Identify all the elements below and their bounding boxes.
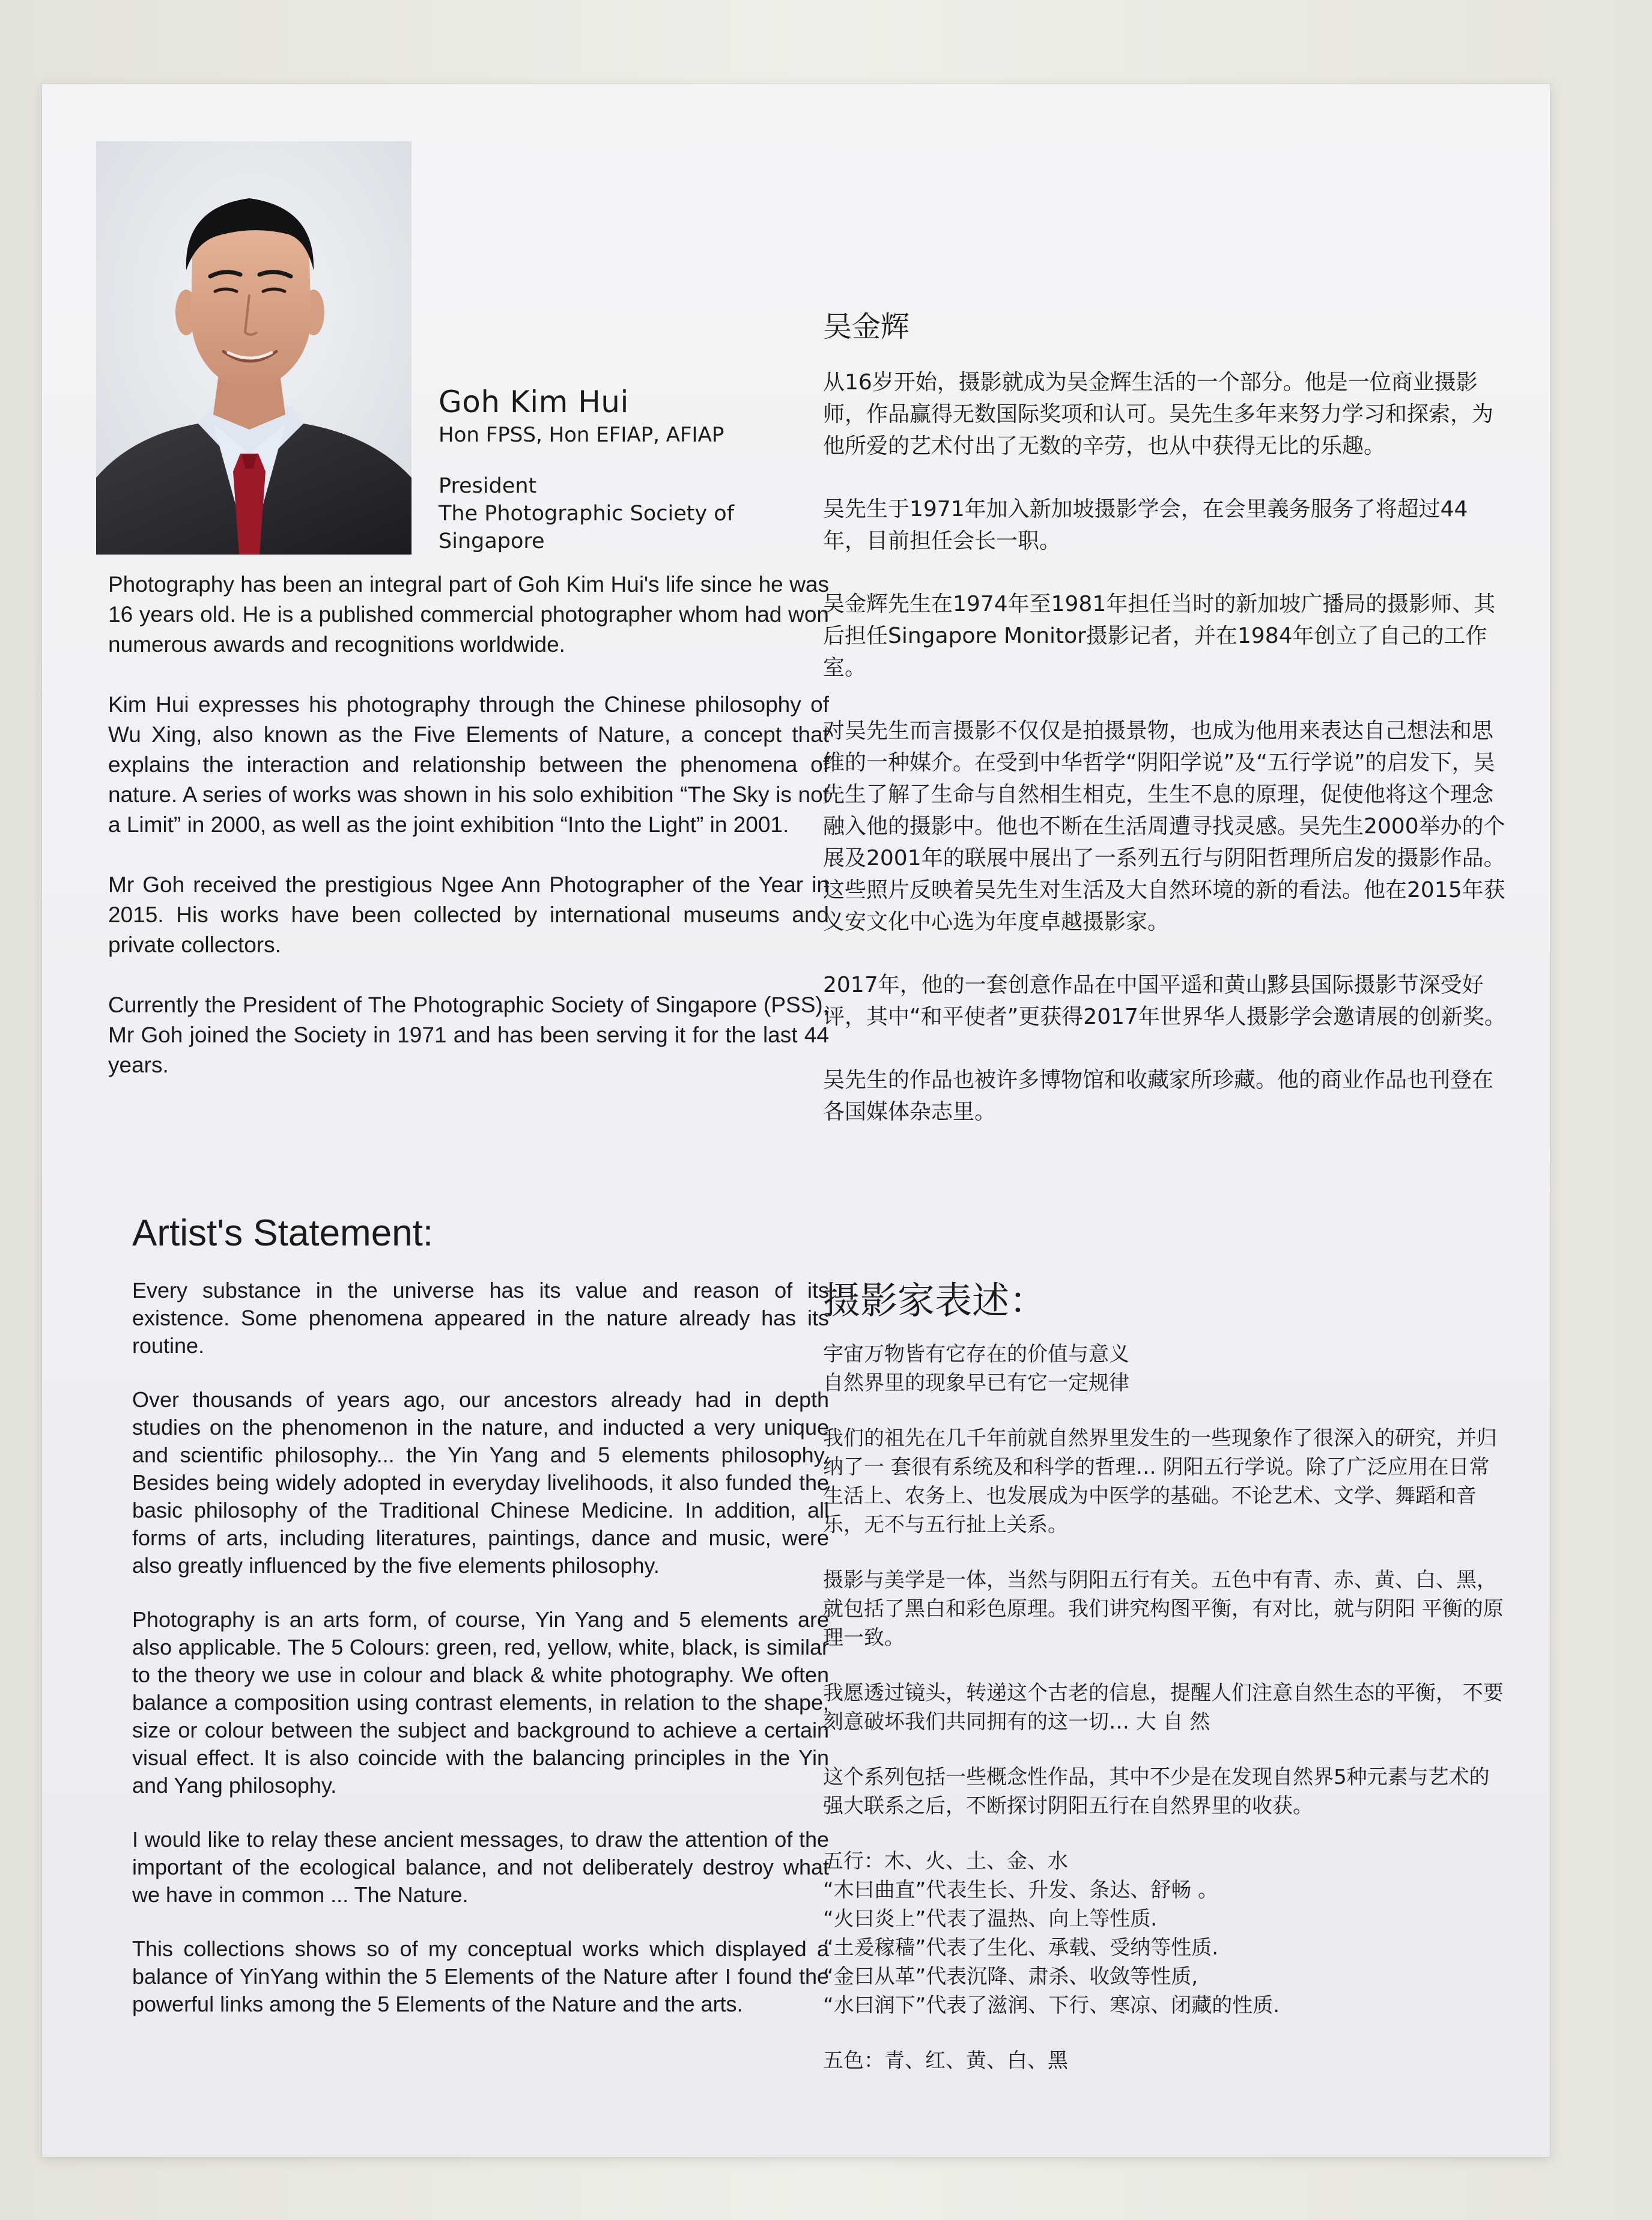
bio-zh-paragraph: 从16岁开始，摄影就成为吴金辉生活的一个部分。他是一位商业摄影师，作品赢得无数国际奖项和认可。吴先生多年来努力学习和探索，为他所爱的艺术付出了无数的辛劳，也从中获得无比的乐趣。 — [823, 370, 1494, 458]
five-elements-line: “金曰从革”代表沉降、肃杀、收敛等性质, — [823, 1965, 1198, 1989]
artist-honors: Hon FPSS, Hon EFIAP, AFIAP — [439, 423, 724, 447]
bio-paragraph: Kim Hui expresses his photography through the Chinese philosophy of Wu Xing, also known as the Five Elements of Nature, a concept that explains the interaction and relationship between the phenomena of nature. A series of works was shown in his solo exhibition “The Sky is not a Limit” in 2000, as well as the joint exhibition “Into the Light” in 2001. — [108, 692, 829, 837]
five-elements-list — [823, 1847, 1508, 2020]
artist-statement-title: Artist's Statement: — [132, 1212, 434, 1254]
portrait-photo — [96, 141, 411, 555]
position-line: The Photographic Society of — [439, 502, 735, 526]
statement-paragraph: Every substance in the universe has its value and reason of its existence. Some phenomena appeared in the nature already has its routine. — [132, 1278, 829, 1358]
chinese-biography — [823, 366, 1508, 1159]
statement-zh-paragraph — [823, 1679, 1508, 1736]
five-colours-line — [823, 2046, 1508, 2075]
five-elements-line: “火曰炎上”代表了温热、向上等性质. — [823, 1907, 1158, 1931]
bio-zh-paragraph: 吴先生的作品也被许多博物馆和收藏家所珍藏。他的商业作品也刊登在各国媒体杂志里。 — [823, 1068, 1494, 1124]
statement-zh-line: 这个系列包括一些概念性作品，其中不少是在发现自然界5种元素与艺术的强大联系之后，不断探讨阴阳五行在自然界里的收获。 — [823, 1765, 1490, 1818]
statement-zh-paragraph — [823, 1340, 1508, 1397]
chinese-artist-statement — [823, 1340, 1508, 2102]
statement-zh-paragraph — [823, 1424, 1508, 1539]
five-elements-line: “土爰稼穑”代表了生化、承载、受纳等性质. — [823, 1936, 1219, 1960]
five-elements-line: “木曰曲直”代表生长、升发、条达、舒畅 。 — [823, 1878, 1219, 1902]
bio-zh-paragraph: 吴金辉先生在1974年至1981年担任当时的新加坡广播局的摄影师、其后担任Singapore Monitor摄影记者，并在1984年创立了自己的工作室。 — [823, 592, 1496, 680]
statement-zh-line: 我们的祖先在几千年前就自然界里发生的一些现象作了很深入的研究，并归纳了一 套很有系统及和科学的哲理… 阴阳五行学说。除了广泛应用在日常生活上、农务上、也发展成为中医学的基础。不论艺术、文学、舞蹈和音乐，无不与五行扯上关系。 — [823, 1426, 1497, 1537]
bio-paragraph: Photography has been an integral part of Goh Kim Hui's life since he was 16 years old. He is a published commercial photographer whom had won numerous awards and recognitions worldwide. — [108, 572, 829, 657]
statement-paragraph: I would like to relay these ancient messages, to draw the attention of the important of the ecological balance, and not deliberately destroy what we have in common ... The Nature. — [132, 1827, 829, 1907]
statement-paragraph: This collections shows so of my conceptual works which displayed a balance of YinYang within the 5 Elements of the Nature after I found the powerful links among the 5 Elements of the Nature and the arts. — [132, 1936, 829, 2016]
five-elements-line: 五行：木、火、土、金、水 — [823, 1849, 1068, 1873]
statement-paragraph: Photography is an arts form, of course, Yin Yang and 5 elements are also applicable. The 5 Colours: green, red, yellow, white, black, is similar to the theory we use in colour and black & white photography. We often balance a composition using contrast elements, in relation to the shape, size or colour between the subject and background to achieve a certain visual effect. It is also coincide with the balancing principles in the Yin and Yang philosophy. — [132, 1607, 829, 1798]
bio-zh-paragraph: 2017年，他的一套创意作品在中国平遥和黄山黟县国际摄影节深受好评，其中“和平使者”更获得2017年世界华人摄影学会邀请展的创新奖。 — [823, 973, 1506, 1029]
bio-zh-paragraph: 对吴先生而言摄影不仅仅是拍摄景物，也成为他用来表达自己想法和思维的一种媒介。在受到中华哲学“阴阳学说”及“五行学说”的启发下，吴先生了解了生命与自然相生相克，生生不息的原理，促使他将这个理念融入他的摄影中。他也不断在生活周遭寻找灵感。吴先生2000举办的个展及2001年的联展中展出了一系列五行与阴阳哲理所启发的摄影作品。这些照片反映着吴先生对生活及大自然环境的新的看法。他在2015年获义安文化中心选为年度卓越摄影家。 — [823, 719, 1505, 934]
english-artist-statement — [132, 1277, 829, 2045]
chinese-statement-title: 摄影家表述： — [823, 1279, 1047, 1322]
artist-name: Goh Kim Hui — [439, 385, 629, 419]
chinese-artist-name: 吴金辉 — [823, 310, 910, 344]
statement-zh-line: 自然界里的现象早已有它一定规律 — [823, 1371, 1129, 1395]
statement-zh-line: 摄影与美学是一体，当然与阴阳五行有关。五色中有青、赤、黄、白、黑，就包括了黑白和彩色原理。我们讲究构图平衡，有对比，就与阴阳 平衡的原理一致。 — [823, 1568, 1504, 1650]
statement-zh-paragraph — [823, 1566, 1508, 1652]
profile-header — [439, 385, 799, 555]
english-biography — [108, 570, 829, 1110]
statement-zh-line: 我愿透过镜头，转递这个古老的信息，提醒人们注意自然生态的平衡， 不要刻意破坏我们共同拥有的这一切… 大 自 然 — [823, 1681, 1504, 1734]
position-line: President — [439, 474, 537, 498]
portrait-illustration — [96, 141, 411, 555]
five-elements-line: “水曰润下”代表了滋润、下行、寒凉、闭藏的性质. — [823, 1993, 1280, 2018]
bio-paragraph: Mr Goh received the prestigious Ngee Ann Photographer of the Year in 2015. His works have been collected by international museums and private collectors. — [108, 872, 829, 957]
statement-zh-paragraph — [823, 1763, 1508, 1820]
bio-zh-paragraph: 吴先生于1971年加入新加坡摄影学会，在会里義务服务了将超过44年，目前担任会长一职。 — [823, 497, 1468, 553]
bio-paragraph: Currently the President of The Photographic Society of Singapore (PSS), Mr Goh joined the Society in 1971 and has been serving it for the last 44 years. — [108, 993, 829, 1077]
info-panel — [42, 84, 1550, 2157]
position-line: Singapore — [439, 529, 545, 553]
statement-paragraph: Over thousands of years ago, our ancestors already had in depth studies on the phenomenon in the nature, and inducted a very unique and scientific philosophy... the Yin Yang and 5 elements philosophy. Besides being widely adopted in everyday livelihoods, it also funded the basic philosophy of the Traditional Chinese Medicine. In addition, all forms of arts, including literatures, paintings, dance and music, were also greatly influenced by the five elements philosophy. — [132, 1387, 829, 1578]
five-colours-text: 五色：青、红、黄、白、黑 — [823, 2049, 1068, 2073]
statement-zh-line: 宇宙万物皆有它存在的价值与意义 — [823, 1342, 1129, 1366]
